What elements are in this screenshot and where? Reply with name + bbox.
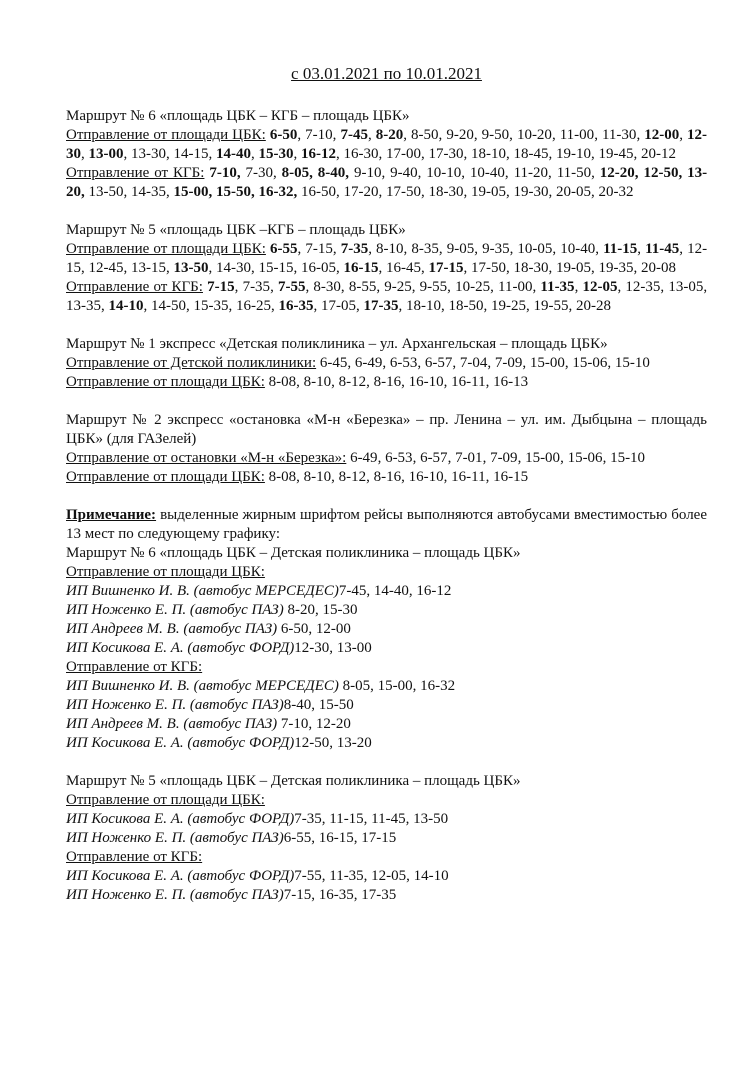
departure-time: 14-30: [216, 260, 251, 276]
departure-time: 8-08: [268, 469, 297, 485]
note-text: выделенные жирным шрифтом рейсы выполняются автобусами вместимостью более 13 мест по следующему графику:: [66, 507, 707, 542]
route-section: [66, 411, 707, 487]
departure-time: 13-50: [173, 260, 209, 276]
departure-time: 15-30: [258, 146, 294, 162]
departure-time: 15-15: [258, 260, 294, 276]
departure-time: 15-10: [610, 450, 646, 466]
departure-time: 15-50,: [216, 184, 255, 200]
carrier-section: [66, 772, 707, 905]
departure-time: 8-40,: [317, 165, 350, 181]
departure-time: 16-35: [278, 298, 314, 314]
departure-time: 15-00,: [173, 184, 213, 200]
departure-time: 6-45: [319, 355, 348, 371]
route-title: Маршрут № 6 «площадь ЦБК – Детская поликлиника – площадь ЦБК»: [66, 545, 521, 561]
departure-time: 6-49: [354, 355, 383, 371]
departure-time: 7-35: [340, 241, 369, 257]
departure-time: 13-35: [66, 298, 101, 314]
departure-time: 10-40: [560, 241, 596, 257]
departure-time: 18-45: [513, 146, 549, 162]
departure-time: 15-10: [614, 355, 650, 371]
departure-time: 8-08: [268, 374, 297, 390]
departure-label: Отправление от Детской поликлиники:: [66, 355, 317, 371]
departure-time: 11-00: [559, 127, 595, 143]
departure-time: 8-55: [348, 279, 377, 295]
departure-time: 8-50: [411, 127, 439, 143]
carrier-entry: [66, 677, 707, 696]
departure-time: 6-57: [424, 355, 453, 371]
departure-time: 14-15: [173, 146, 209, 162]
departure-time: 8-35: [411, 241, 439, 257]
departure-time: 16-10: [408, 469, 444, 485]
departure-time: 7-09: [490, 450, 518, 466]
departure-time: 15-00: [529, 355, 565, 371]
departure-time: 14-35: [131, 184, 166, 200]
carrier-name: ИП Ноженко Е. П. (автобус ПАЗ): [66, 887, 284, 903]
departure-time: 16-45: [386, 260, 421, 276]
route-title: Маршрут № 6 «площадь ЦБК – КГБ – площадь ЦБК»: [66, 108, 410, 124]
departure-time: 8-12: [338, 374, 367, 390]
carrier-times: 8-40, 15-50: [283, 697, 354, 713]
departure-time: 6-50: [269, 127, 298, 143]
carrier-name: ИП Андреев М. В. (автобус ПАЗ): [66, 716, 278, 732]
departure-time: 16-13: [493, 374, 529, 390]
route-title: Маршрут № 5 «площадь ЦБК – Детская поликлиника – площадь ЦБК»: [66, 773, 521, 789]
carrier-entry: [66, 886, 707, 905]
route-section: [66, 335, 707, 392]
carrier-name: ИП Косикова Е. А. (автобус ФОРД): [66, 735, 295, 751]
page-title: с 03.01.2021 по 10.01.2021: [291, 64, 482, 83]
departure-time: 7-10: [305, 127, 333, 143]
departure-time: 8-12: [338, 469, 367, 485]
departure-time: 17-00: [386, 146, 421, 162]
carrier-name: ИП Андреев М. В. (автобус ПАЗ): [66, 621, 278, 637]
route-section: [66, 221, 707, 316]
departure-time: 7-30: [245, 165, 273, 181]
departure-time: 15-06: [567, 450, 603, 466]
carrier-entry: [66, 829, 707, 848]
route-title: Маршрут № 5 «площадь ЦБК –КГБ – площадь ЦБК»: [66, 222, 406, 238]
departure-label: Отправление от КГБ:: [66, 165, 205, 181]
departure-time: 11-30: [601, 127, 637, 143]
departure-time: 9-05: [446, 241, 475, 257]
departure-time: 16-50: [301, 184, 336, 200]
departure-label: Отправление от площади ЦБК:: [66, 469, 265, 485]
departure-time: 12-20,: [599, 165, 639, 181]
departure-time: 7-35: [242, 279, 271, 295]
departure-time: 19-45: [598, 146, 634, 162]
departure-time: 20-05: [556, 184, 591, 200]
carrier-times: 12-50, 13-20: [294, 735, 372, 751]
departure-time: 15-00: [525, 450, 561, 466]
carrier-entry: [66, 639, 707, 658]
departure-paragraph: Отправление от Детской поликлиники: 6-45, 6-49, 6-53, 6-57, 7-04, 7-09, 15-00, 15-06, 15-10: [66, 355, 650, 371]
departure-time: 19-10: [556, 146, 591, 162]
carrier-times: 6-50, 12-00: [277, 621, 351, 637]
departure-time: 9-25: [384, 279, 412, 295]
departure-time: 18-30: [513, 260, 549, 276]
departure-time: 16-05: [301, 260, 336, 276]
carrier-name: ИП Косикова Е. А. (автобус ФОРД): [66, 811, 295, 827]
departure-paragraph: Отправление от площади ЦБК: 6-50, 7-10, 7-45, 8-20, 8-50, 9-20, 9-50, 10-20, 11-00, 11-30, 12-00, 12-30, 13-00, 13-30, 14-15, 14-40, 15-30, 16-12, 16-30, 17-00, 17-30, 18-10, 18-45, 19-10, 19-45, 20-12: [66, 127, 708, 162]
carrier-times: 7-55, 11-35, 12-05, 14-10: [294, 868, 449, 884]
departure-time: 9-35: [482, 241, 510, 257]
carrier-entry: [66, 620, 707, 639]
departure-time: 18-10: [406, 298, 441, 314]
departure-time: 7-01: [455, 450, 483, 466]
departure-time: 9-20: [446, 127, 474, 143]
carrier-entry: [66, 810, 707, 829]
route-title: Маршрут № 1 экспресс «Детская поликлиника – ул. Архангельская – площадь ЦБК»: [66, 336, 608, 352]
departure-time: 12-05: [582, 279, 618, 295]
departure-time: 6-53: [385, 450, 413, 466]
departure-time: 8-10: [303, 469, 332, 485]
departure-time: 8-16: [373, 469, 402, 485]
departure-time: 16-32,: [258, 184, 298, 200]
departure-time: 13-50: [88, 184, 124, 200]
carrier-entry: [66, 734, 707, 753]
departure-time: 14-40: [216, 146, 251, 162]
departure-time: 9-50: [481, 127, 510, 143]
carrier-schedules: [66, 544, 707, 905]
departure-time: 18-50: [448, 298, 484, 314]
carrier-name: ИП Ноженко Е. П. (автобус ПАЗ): [66, 830, 284, 846]
departure-label: Отправление от площади ЦБК:: [66, 374, 265, 390]
departure-time: 12-35: [625, 279, 661, 295]
departure-time: 13-00: [88, 146, 124, 162]
departure-time: 8-30: [313, 279, 341, 295]
departure-time: 15-06: [572, 355, 608, 371]
departure-time: 17-20: [343, 184, 379, 200]
carrier-times: 7-15, 16-35, 17-35: [283, 887, 397, 903]
departure-time: 19-05: [556, 260, 591, 276]
carrier-times: 7-10, 12-20: [277, 716, 351, 732]
departure-time: 8-16: [373, 374, 402, 390]
carrier-entry: [66, 601, 707, 620]
departure-time: 11-00: [498, 279, 533, 295]
departure-time: 10-40: [469, 165, 505, 181]
departure-time: 13-20,: [66, 165, 708, 200]
departure-time: 20-32: [598, 184, 634, 200]
departure-time: 10-20: [516, 127, 552, 143]
carrier-times: 7-45, 14-40, 16-12: [338, 583, 452, 599]
route-section: [66, 107, 707, 202]
departure-time: 7-15: [207, 279, 235, 295]
departure-time: 11-50: [556, 165, 592, 181]
departure-paragraph: Отправление от остановки «М-н «Березка»: 6-49, 6-53, 6-57, 7-01, 7-09, 15-00, 15-06, 15-10: [66, 450, 646, 466]
carrier-name: ИП Ноженко Е. П. (автобус ПАЗ): [66, 602, 284, 618]
departure-time: 16-10: [408, 374, 444, 390]
departure-time: 7-45: [340, 127, 368, 143]
departure-label: Отправление от площади ЦБК:: [66, 241, 266, 257]
departure-time: 11-15: [603, 241, 638, 257]
departure-time: 20-28: [576, 298, 611, 314]
departure-time: 17-15: [428, 260, 464, 276]
departure-time: 7-04: [459, 355, 488, 371]
departure-time: 16-11: [451, 374, 486, 390]
note-paragraph: [66, 506, 707, 544]
departure-label: Отправление от КГБ:: [66, 659, 203, 675]
carrier-name: ИП Вишненко И. В. (автобус МЕРСЕДЕС): [66, 678, 339, 694]
carrier-times: 6-55, 16-15, 17-15: [283, 830, 397, 846]
route-title: Маршрут № 2 экспресс «остановка «М-н «Березка» – пр. Ленина – ул. им. Дыбцына – площадь ЦБК» (для ГАЗелей): [66, 412, 707, 447]
carrier-times: 7-35, 11-15, 11-45, 13-50: [294, 811, 449, 827]
carrier-times: 12-30, 13-00: [294, 640, 372, 656]
departure-label: Отправление от площади ЦБК:: [66, 564, 265, 580]
departure-time: 9-55: [419, 279, 448, 295]
departure-time: 10-05: [517, 241, 553, 257]
departure-time: 9-10: [353, 165, 382, 181]
departure-time: 6-53: [389, 355, 418, 371]
departure-time: 6-49: [350, 450, 378, 466]
departure-time: 8-05,: [281, 165, 313, 181]
departure-time: 6-57: [420, 450, 448, 466]
departure-time: 8-20: [375, 127, 404, 143]
departure-time: 19-25: [491, 298, 526, 314]
departure-time: 19-30: [513, 184, 549, 200]
departure-time: 8-10: [376, 241, 404, 257]
departure-time: 16-15: [343, 260, 379, 276]
departure-time: 17-50: [386, 184, 421, 200]
departure-time: 12-50,: [643, 165, 683, 181]
departure-time: 18-10: [471, 146, 506, 162]
departure-time: 7-55: [277, 279, 306, 295]
departure-time: 20-12: [641, 146, 676, 162]
departure-time: 16-12: [301, 146, 336, 162]
note-label: Примечание:: [66, 507, 157, 523]
departure-time: 17-05: [321, 298, 356, 314]
departure-time: 16-11: [451, 469, 486, 485]
departure-time: 16-30: [343, 146, 379, 162]
departure-paragraph: Отправление от КГБ: 7-15, 7-35, 7-55, 8-30, 8-55, 9-25, 9-55, 10-25, 11-00, 11-35, 12-05, 12-35, 13-05, 13-35, 14-10, 14-50, 15-35, 16-25, 16-35, 17-05, 17-35, 18-10, 18-50, 19-25, 19-55, 20-28: [66, 279, 708, 314]
departure-time: 13-15: [131, 260, 166, 276]
departure-time: 13-30: [131, 146, 166, 162]
departure-time: 10-10: [426, 165, 462, 181]
departure-label: Отправление от площади ЦБК:: [66, 792, 265, 808]
departure-time: 17-50: [471, 260, 506, 276]
carrier-entry: [66, 696, 707, 715]
carrier-entry: [66, 867, 707, 886]
departure-paragraph: Отправление от КГБ: 7-10, 7-30, 8-05, 8-40, 9-10, 9-40, 10-10, 10-40, 11-20, 11-50, 12-20, 12-50, 13-20, 13-50, 14-35, 15-00, 15-50, 16-32, 16-50, 17-20, 17-50, 18-30, 19-05, 19-30, 20-05, 20-32: [66, 165, 708, 200]
departure-time: 7-10,: [209, 165, 241, 181]
departure-time: 14-50: [151, 298, 186, 314]
departure-paragraph: Отправление от площади ЦБК: 8-08, 8-10, 8-12, 8-16, 16-10, 16-11, 16-15: [66, 469, 529, 485]
departure-time: 9-40: [390, 165, 418, 181]
departure-time: 20-08: [641, 260, 676, 276]
departure-time: 12-00: [644, 127, 680, 143]
departure-time: 19-05: [471, 184, 506, 200]
departure-time: 7-15: [305, 241, 333, 257]
departure-time: 12-45: [88, 260, 124, 276]
carrier-section: [66, 544, 707, 753]
carrier-entry: [66, 715, 707, 734]
departure-time: 18-30: [428, 184, 464, 200]
departure-time: 11-45: [645, 241, 680, 257]
departure-time: 16-15: [493, 469, 529, 485]
departure-time: 13-05: [668, 279, 704, 295]
carrier-times: 8-05, 15-00, 16-32: [338, 678, 456, 694]
departure-time: 16-25: [236, 298, 271, 314]
departure-time: 12-15: [66, 241, 708, 276]
route-schedules: [66, 107, 707, 487]
departure-time: 11-20: [513, 165, 549, 181]
departure-label: Отправление от остановки «М-н «Березка»:: [66, 450, 347, 466]
departure-paragraph: Отправление от площади ЦБК: 6-55, 7-15, 7-35, 8-10, 8-35, 9-05, 9-35, 10-05, 10-40, 11-15, 11-45, 12-15, 12-45, 13-15, 13-50, 14-30, 15-15, 16-05, 16-15, 16-45, 17-15, 17-50, 18-30, 19-05, 19-35, 20-08: [66, 241, 708, 276]
carrier-entry: [66, 582, 707, 601]
carrier-name: ИП Косикова Е. А. (автобус ФОРД): [66, 868, 295, 884]
carrier-name: ИП Ноженко Е. П. (автобус ПАЗ): [66, 697, 284, 713]
departure-time: 17-35: [363, 298, 399, 314]
carrier-times: 8-20, 15-30: [283, 602, 358, 618]
departure-time: 11-35: [540, 279, 575, 295]
departure-paragraph: Отправление от площади ЦБК: 8-08, 8-10, 8-12, 8-16, 16-10, 16-11, 16-13: [66, 374, 529, 390]
carrier-name: ИП Вишненко И. В. (автобус МЕРСЕДЕС): [66, 583, 339, 599]
departure-time: 8-10: [303, 374, 332, 390]
departure-label: Отправление от площади ЦБК:: [66, 127, 266, 143]
departure-time: 19-35: [598, 260, 634, 276]
departure-time: 19-55: [533, 298, 569, 314]
departure-time: 12-30: [66, 127, 708, 162]
departure-time: 17-30: [428, 146, 464, 162]
departure-label: Отправление от КГБ:: [66, 279, 203, 295]
departure-time: 15-35: [193, 298, 229, 314]
departure-time: 7-09: [494, 355, 523, 371]
departure-time: 6-55: [270, 241, 298, 257]
carrier-name: ИП Косикова Е. А. (автобус ФОРД): [66, 640, 295, 656]
departure-time: 10-25: [455, 279, 491, 295]
departure-time: 14-10: [108, 298, 144, 314]
departure-label: Отправление от КГБ:: [66, 849, 203, 865]
